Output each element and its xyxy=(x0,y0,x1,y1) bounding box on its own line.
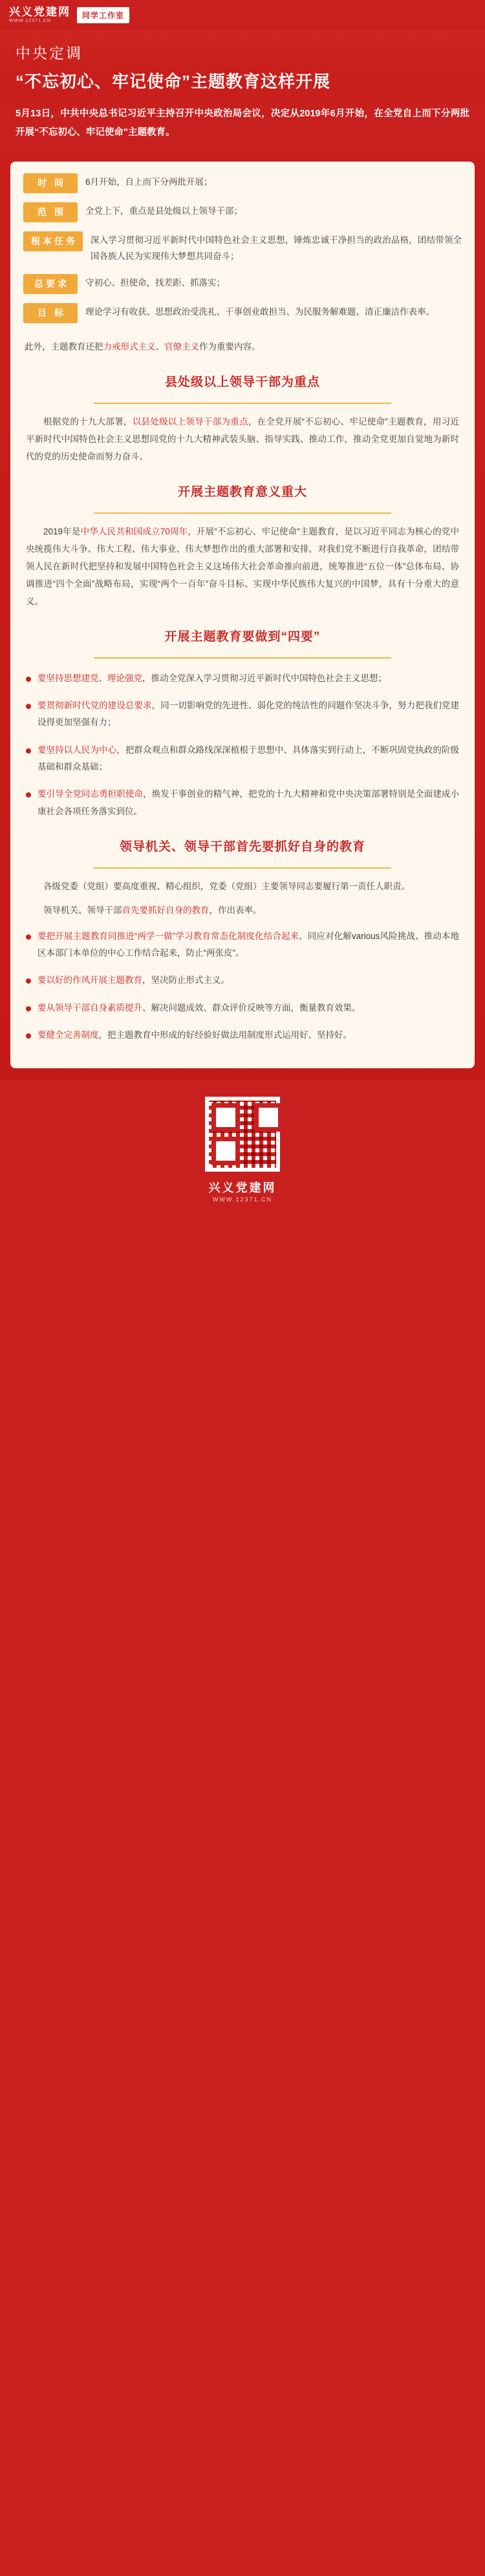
header-kicker: 中央定调 xyxy=(16,45,83,61)
bullet-dot-icon xyxy=(26,1006,31,1011)
bullet-dot-icon xyxy=(26,792,31,797)
bullet-lead: 要健全完善制度 xyxy=(38,1030,99,1040)
bullet-rest: ，同应对化解various风险挑战、推动本地区本部门本单位的中心工作结合起来，防止“两张皮”。 xyxy=(38,931,459,958)
list-item xyxy=(23,303,462,323)
list-item xyxy=(23,173,462,193)
bullet-lead: 要贯彻新时代党的建设总要求 xyxy=(38,700,152,710)
bullet-rest: 、解决问题成效、群众评价反映等方面，衡量教育效果。 xyxy=(142,1002,361,1013)
bullet-rest: ，把主题教育中形成的好经验好做法用制度形式运用好、坚持好。 xyxy=(98,1030,352,1040)
leadership-paragraph-1 xyxy=(10,878,475,895)
list-item xyxy=(26,742,459,776)
bullet-lead: 要从领导干部自身素质提升 xyxy=(38,1002,142,1013)
fact-text: 6月开始，自上而下分两批开展； xyxy=(85,177,213,187)
page-footer xyxy=(0,1080,485,1218)
list-item xyxy=(26,1000,459,1017)
site-logo-name: 兴义党建网 xyxy=(9,6,70,18)
section-heading-3 xyxy=(10,627,475,648)
para-part: 2019年是 xyxy=(43,526,81,536)
para-part-highlight: 中华人民共和国成立70周年 xyxy=(80,526,188,536)
bullet-dot-icon xyxy=(26,677,31,682)
bullet-text xyxy=(38,670,459,687)
para-part: 领导机关、领导干部 xyxy=(43,905,122,915)
list-item xyxy=(26,670,459,687)
site-logo xyxy=(9,6,70,23)
list-item xyxy=(26,928,459,962)
list-item xyxy=(23,274,462,294)
list-item xyxy=(26,972,459,989)
bullet-dot-icon xyxy=(26,704,31,709)
bullet-text xyxy=(38,972,459,989)
fact-tag: 时 间 xyxy=(23,173,78,193)
bullet-rest: ，焕发干事创业的精气神，把党的十九大精神和党中央决策部署特别是全面建成小康社会各项任务落实到位。 xyxy=(38,789,460,816)
fact-text: 深入学习贯彻习近平新时代中国特色社会主义思想，锤炼忠诚干净担当的政治品格，团结带领全国各族人民为实现伟大梦想共同奋斗； xyxy=(91,235,462,262)
bullet-dot-icon xyxy=(26,934,31,940)
key-facts-list xyxy=(10,162,475,335)
top-bar xyxy=(0,0,485,30)
lead-paragraph: 5月13日，中共中央总书记习近平主持召开中央政治局会议，决定从2019年6月开始，在全党自上而下分两批开展“不忘初心、牢记使命”主题教育。 xyxy=(16,109,469,138)
section-heading-text: 开展主题教育意义重大 xyxy=(174,482,311,503)
qr-code-icon xyxy=(205,1097,280,1172)
bullet-text xyxy=(38,1027,459,1044)
bullet-lead: 要坚持思想建党、理论强党 xyxy=(38,673,142,683)
afterword-paragraph xyxy=(10,335,475,355)
afterword-prefix: 此外，主题教育还把 xyxy=(25,342,103,352)
bullet-text xyxy=(38,928,459,962)
fact-text: 全党上下，重点是县处级以上领导干部； xyxy=(85,206,242,216)
bullet-text xyxy=(38,1000,459,1017)
fact-tag: 目 标 xyxy=(23,303,78,323)
section-heading-1 xyxy=(10,372,475,394)
leadership-list xyxy=(10,925,475,1044)
section-heading-text: 县处级以上领导干部为重点 xyxy=(161,372,324,394)
para-part: ，在全党开展“不忘初心、牢记使命”主题教育，用习近平新时代中国特色社会主义思想同党的十九大精神武装头脑、指导实践、推动工作，推动全党更加自觉地为新时代的党的历史使命而努力奋斗。 xyxy=(26,416,460,461)
studio-tag: 同学工作室 xyxy=(77,7,129,23)
bullet-text xyxy=(38,742,459,776)
section-heading-2 xyxy=(10,482,475,503)
infographic-page xyxy=(0,0,485,1218)
fact-text: 理论学习有收获、思想政治受洗礼、干事创业敢担当、为民服务解难题、清正廉洁作表率。 xyxy=(85,307,435,317)
footer-logo-name: 兴义党建网 xyxy=(208,1181,277,1195)
para-part: 各级党委（党组）要高度重视、精心组织，党委（党组）主要领导同志要履行第一责任人职责。 xyxy=(43,881,410,891)
bullet-rest: ，坚决防止形式主义。 xyxy=(142,975,230,986)
section-1-paragraph xyxy=(10,413,475,465)
fact-tag: 根本任务 xyxy=(23,231,83,251)
bullet-text xyxy=(38,786,459,820)
bullet-lead: 要把开展主题教育同推进“两学一做”学习教育常态化制度化结合起来 xyxy=(38,931,299,941)
afterword-suffix: 作为重要内容。 xyxy=(199,342,261,352)
list-item xyxy=(23,231,462,265)
para-part-highlight: 首先要抓好自身的教育 xyxy=(122,905,210,915)
section-2-paragraph xyxy=(10,523,475,610)
page-header xyxy=(0,30,485,100)
page-title: “不忘初心、牢记使命”主题教育这样开展 xyxy=(16,72,331,91)
fact-tag: 总要求 xyxy=(23,274,78,294)
footer-logo-url: WWW.12371.CN xyxy=(212,1196,272,1203)
list-item xyxy=(26,786,459,820)
fact-text: 守初心、担使命，找差距、抓落实； xyxy=(85,278,225,288)
section-heading-4 xyxy=(10,837,475,858)
list-item xyxy=(26,1027,459,1044)
bullet-rest: ，同一切影响党的先进性、弱化党的纯洁性的问题作坚决斗争，努力把我们党建设得更加坚强有力； xyxy=(38,700,460,728)
site-logo-url: WWW.12371.CN xyxy=(9,19,51,23)
lead-block xyxy=(0,100,485,153)
main-card xyxy=(10,162,475,1068)
bullet-lead: 要以好的作风开展主题教育 xyxy=(38,975,142,986)
bottom-spacer xyxy=(0,1068,485,1080)
four-requirements-list xyxy=(10,668,475,820)
bullet-lead: 要坚持以人民为中心 xyxy=(38,744,117,755)
bullet-rest: ，把群众观点和群众路线深深植根于思想中、具体落实到行动上，不断巩固党执政的阶级基础和群众基础； xyxy=(38,744,459,772)
bullet-lead: 要引导全党同志勇担职使命 xyxy=(38,789,144,799)
bullet-text xyxy=(38,697,459,732)
para-part-highlight: 以县处级以上领导干部为重点 xyxy=(132,416,248,427)
footer-logo xyxy=(209,1182,277,1203)
list-item xyxy=(23,202,462,222)
bullet-dot-icon xyxy=(26,978,31,984)
para-part: ，作出表率。 xyxy=(209,905,262,915)
section-heading-text: 开展主题教育要做到“四要” xyxy=(160,627,324,648)
bullet-dot-icon xyxy=(26,748,31,754)
para-part: 根据党的十九大部署， xyxy=(43,416,133,427)
para-part: ，开展“不忘初心、牢记使命”主题教育，是以习近平同志为核心的党中央统揽伟大斗争、伟大工程、伟大事业、伟大梦想作出的重大部署和安排，对我们党不断进行自我革命，团结带领人民在新时代把坚持和发展中国特色社会主义这场伟大社会革命推向前进，统筹推进“五位一体”总体布局、协调推进“四个全面”战略布局，实现“两个一百年”奋斗目标、实现中华民族伟大复兴的中国梦，具有十分重大的意义。 xyxy=(26,526,459,606)
fact-tag: 范 围 xyxy=(23,202,78,222)
afterword-highlight: 力戒形式主义、官僚主义 xyxy=(103,342,199,352)
list-item xyxy=(26,697,459,732)
bullet-rest: ，推动全党深入学习贯彻习近平新时代中国特色社会主义思想； xyxy=(142,673,387,683)
leadership-paragraph-2 xyxy=(10,902,475,919)
bullet-dot-icon xyxy=(26,1033,31,1039)
section-heading-text: 领导机关、领导干部首先要抓好自身的教育 xyxy=(116,837,369,858)
